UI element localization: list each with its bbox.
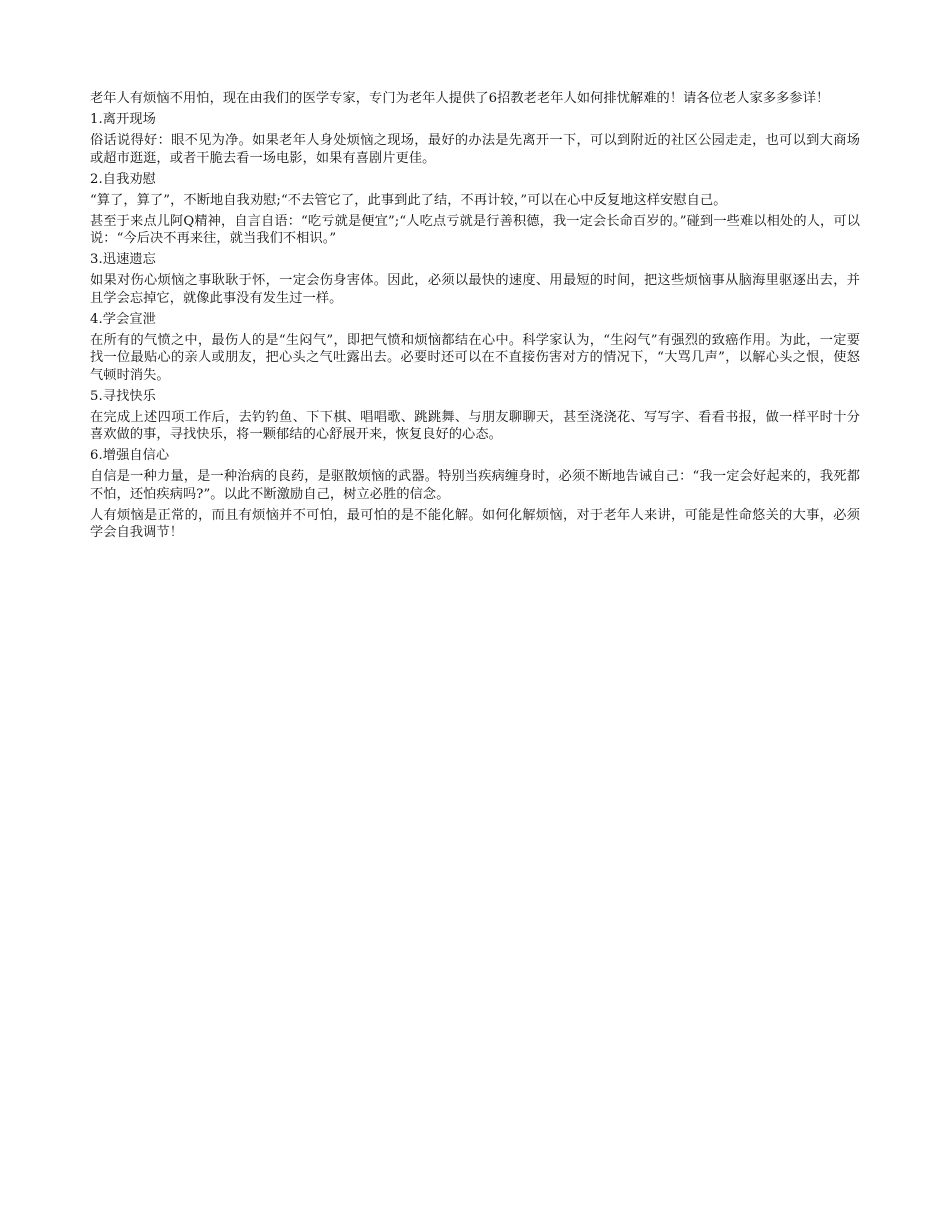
section-paragraph: 在所有的气愤之中，最伤人的是“生闷气”，即把气愤和烦恼都结在心中。科学家认为，“生闷气”有强烈的致癌作用。为此，一定要找一位最贴心的亲人或朋友，把心头之气吐露出去。必要时还可以在不直接伤害对方的情况下，“大骂几声”，以解心头之恨，使怒气顿时消失。 (90, 332, 860, 383)
intro-paragraph: 老年人有烦恼不用怕，现在由我们的医学专家，专门为老年人提供了6招教老老年人如何排忧解难的！请各位老人家多多参详！ (90, 91, 830, 106)
section-paragraph: 在完成上述四项工作后，去钓钓鱼、下下棋、唱唱歌、跳跳舞、与朋友聊聊天，甚至浇浇花、写写字、看看书报，做一样平时十分喜欢做的事，寻找快乐，将一颗郁结的心舒展开来，恢复良好的心态。 (90, 409, 860, 442)
section-paragraph: 自信是一种力量，是一种治病的良药，是驱散烦恼的武器。特别当疾病缠身时，必须不断地告诫自己：“我一定会好起来的，我死都不怕，还怕疾病吗?”。以此不断激励自己，树立必胜的信念。 (90, 469, 860, 502)
section-paragraph: 俗话说得好：眼不见为净。如果老年人身处烦恼之现场，最好的办法是先离开一下，可以到附近的社区公园走走，也可以到大商场或超市逛逛，或者干脆去看一场电影，如果有喜剧片更佳。 (90, 133, 860, 166)
section-heading-2: 2.自我劝慰 (90, 171, 156, 187)
conclusion-paragraph: 人有烦恼是正常的，而且有烦恼并不可怕，最可怕的是不能化解。如何化解烦恼，对于老年人来讲，可能是性命悠关的大事，必须学会自我调节！ (90, 507, 860, 540)
section-heading-1: 1.离开现场 (90, 112, 156, 127)
section-paragraph: “算了，算了”，不断地自我劝慰;“不去管它了，此事到此了结，不再计较，”可以在心中反复地这样安慰自己。 (90, 192, 727, 208)
section-paragraph: 如果对伤心烦恼之事耿耿于怀，一定会伤身害体。因此，必须以最快的速度、用最短的时间，把这些烦恼事从脑海里驱逐出去，并且学会忘掉它，就像此事没有发生过一样。 (90, 273, 860, 306)
section-heading-3: 3.迅速遗忘 (90, 252, 156, 267)
section-heading-4: 4.学会宣泄 (90, 311, 156, 327)
document-body (90, 90, 860, 545)
section-paragraph: 甚至于来点儿阿Q精神，自言自语：“吃亏就是便宜”;“人吃点亏就是行善积德，我一定会长命百岁的。”碰到一些难以相处的人，可以说：“今后决不再来往，就当我们不相识。” (90, 213, 860, 246)
section-heading-5: 5.寻找快乐 (90, 388, 156, 404)
section-heading-6: 6.增强自信心 (90, 448, 170, 463)
